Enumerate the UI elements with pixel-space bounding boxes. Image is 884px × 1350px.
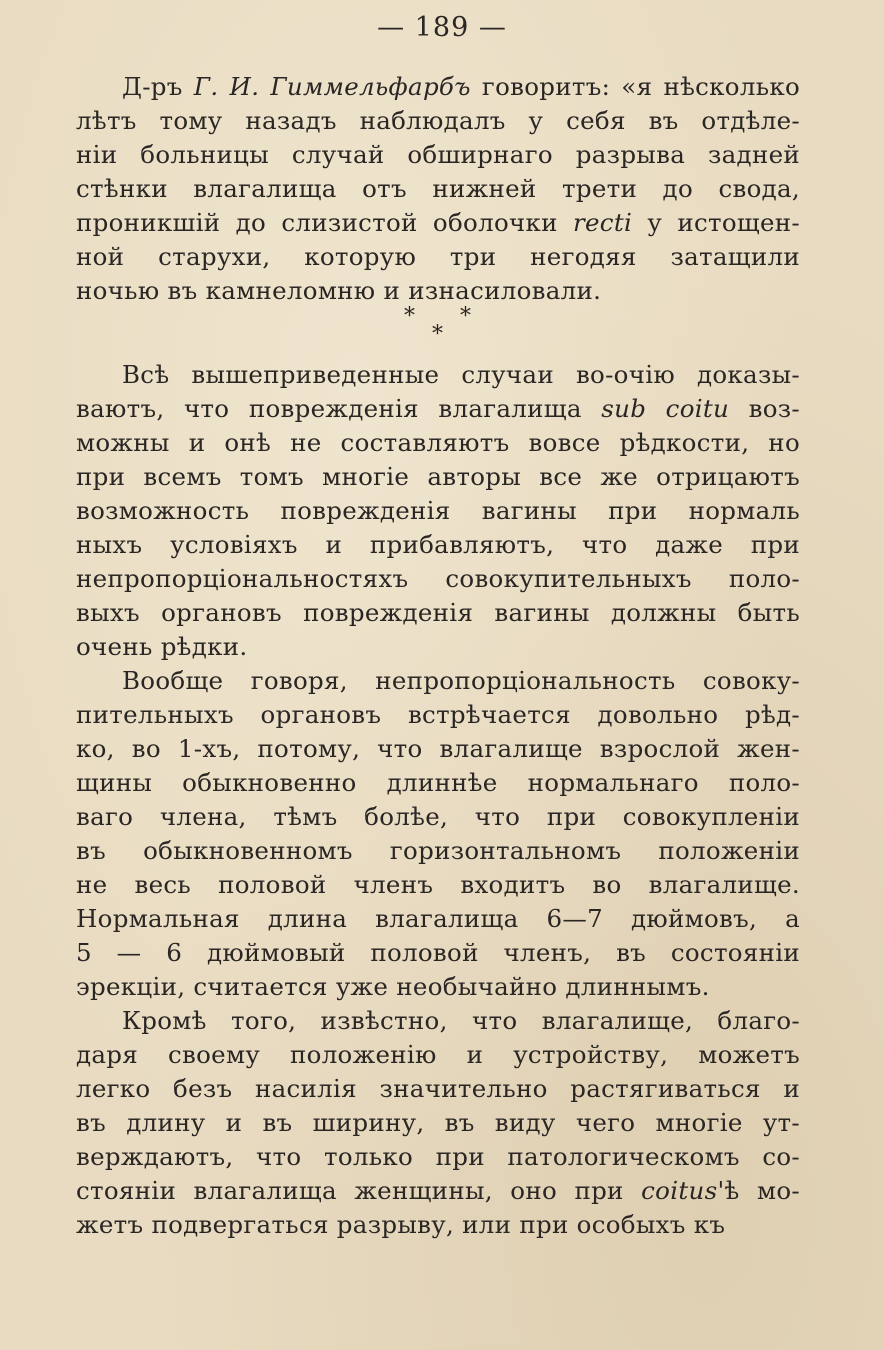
- italic-term: coitus: [641, 1176, 718, 1205]
- text-line: [76, 392, 800, 426]
- text-line: [76, 732, 800, 766]
- text-line: [76, 70, 800, 104]
- paragraph: [76, 664, 800, 1004]
- text-line: [76, 138, 800, 172]
- text-segment: очень рѣдки.: [76, 632, 248, 661]
- text-line: [76, 834, 800, 868]
- text-segment: ныхъ условiяхъ и прибавляютъ, что даже при: [76, 530, 800, 559]
- text-line: [76, 358, 800, 392]
- text-line: [76, 630, 800, 664]
- text-segment: Д-ръ: [122, 72, 194, 101]
- text-segment: жетъ подвергаться разрыву, или при особыхъ къ: [76, 1210, 726, 1239]
- text-segment: Всѣ вышеприведенные случаи во-очiю доказы-: [122, 360, 800, 389]
- text-line: [76, 1038, 800, 1072]
- italic-term: Г. И. Гиммельфарбъ: [193, 72, 471, 101]
- text-line: [76, 1004, 800, 1038]
- text-segment: можны и онѣ не составляютъ вовсе рѣдкости, но: [76, 428, 800, 457]
- text-line: [76, 426, 800, 460]
- text-segment: возможность поврежденiя вагины при нормаль: [76, 496, 800, 525]
- text-segment: не весь половой членъ входитъ во влагалище.: [76, 870, 800, 899]
- text-segment: щины обыкновенно длиннѣе нормальнаго поло-: [76, 768, 800, 797]
- text-segment: въ длину и въ ширину, въ виду чего многiе ут-: [76, 1108, 800, 1137]
- text-segment: ко, во 1-хъ, потому, что влагалище взрослой жен-: [76, 734, 800, 763]
- text-segment: Вообще говоря, непропорцiональность совоку-: [122, 666, 800, 695]
- section-break-asterisks: [76, 304, 800, 358]
- text-segment: ваго члена, тѣмъ болѣе, что при совокупленiи: [76, 802, 800, 831]
- text-line: [76, 104, 800, 138]
- text-segment: ной старухи, которую три негодяя затащили: [76, 242, 800, 271]
- asterisk: *: [432, 322, 443, 347]
- text-line: [76, 902, 800, 936]
- text-segment: ваютъ, что поврежденiя влагалища: [76, 394, 602, 423]
- text-line: [76, 868, 800, 902]
- text-line: [76, 494, 800, 528]
- text-segment: легко безъ насилiя значительно растягиваться и: [76, 1074, 800, 1103]
- text-segment: воз-: [729, 394, 800, 423]
- italic-term: sub coitu: [601, 394, 730, 423]
- text-segment: стоянiи влагалища женщины, оно при: [76, 1176, 642, 1205]
- asterisk: *: [404, 304, 415, 329]
- paragraph: [76, 70, 800, 308]
- text-line: [76, 274, 800, 308]
- text-line: [76, 1106, 800, 1140]
- text-line: [76, 1174, 800, 1208]
- text-line: [76, 460, 800, 494]
- italic-term: recti: [573, 208, 633, 237]
- text-segment: даря своему положенiю и устройству, можетъ: [76, 1040, 800, 1069]
- text-segment: стѣнки влагалища отъ нижней трети до свода,: [76, 174, 800, 203]
- text-segment: 'ѣ мо-: [717, 1176, 800, 1205]
- text-line: [76, 240, 800, 274]
- paragraph: [76, 358, 800, 664]
- text-line: [76, 528, 800, 562]
- text-segment: въ обыкновенномъ горизонтальномъ положенiи: [76, 836, 800, 865]
- text-line: [76, 698, 800, 732]
- page-number: — 189 —: [377, 12, 507, 43]
- text-segment: говоритъ: «я нѣсколько: [470, 72, 800, 101]
- text-segment: верждаютъ, что только при патологическомъ со-: [76, 1142, 800, 1171]
- paragraph: [76, 1004, 800, 1242]
- text-line: [76, 1208, 800, 1242]
- text-segment: Кромѣ того, извѣстно, что влагалище, благо-: [122, 1006, 800, 1035]
- text-segment: лѣтъ тому назадъ наблюдалъ у себя въ отдѣле-: [76, 106, 800, 135]
- text-line: [76, 206, 800, 240]
- text-line: [76, 970, 800, 1004]
- text-line: [76, 1072, 800, 1106]
- text-segment: пительныхъ органовъ встрѣчается довольно рѣд-: [76, 700, 800, 729]
- text-segment: у истощен-: [632, 208, 800, 237]
- asterisk: *: [460, 304, 471, 329]
- text-segment: проникшiй до слизистой оболочки: [76, 208, 573, 237]
- text-segment: эрекцiи, считается уже необычайно длиннымъ.: [76, 972, 710, 1001]
- text-line: [76, 936, 800, 970]
- text-line: [76, 1140, 800, 1174]
- text-segment: выхъ органовъ поврежденiя вагины должны быть: [76, 598, 800, 627]
- text-segment: ночью въ камнеломню и изнасиловали.: [76, 276, 602, 305]
- text-segment: непропорцiональностяхъ совокупительныхъ поло-: [76, 564, 800, 593]
- text-line: [76, 766, 800, 800]
- body-text: [76, 70, 800, 1242]
- text-segment: 5 — 6 дюймовый половой членъ, въ состоянiи: [76, 938, 800, 967]
- text-line: [76, 172, 800, 206]
- text-segment: Нормальная длина влагалища 6—7 дюймовъ, а: [76, 904, 800, 933]
- text-line: [76, 596, 800, 630]
- text-segment: при всемъ томъ многiе авторы все же отрицаютъ: [76, 462, 800, 491]
- text-line: [76, 800, 800, 834]
- text-line: [76, 562, 800, 596]
- text-segment: нiи больницы случай обширнаго разрыва задней: [76, 140, 800, 169]
- text-line: [76, 664, 800, 698]
